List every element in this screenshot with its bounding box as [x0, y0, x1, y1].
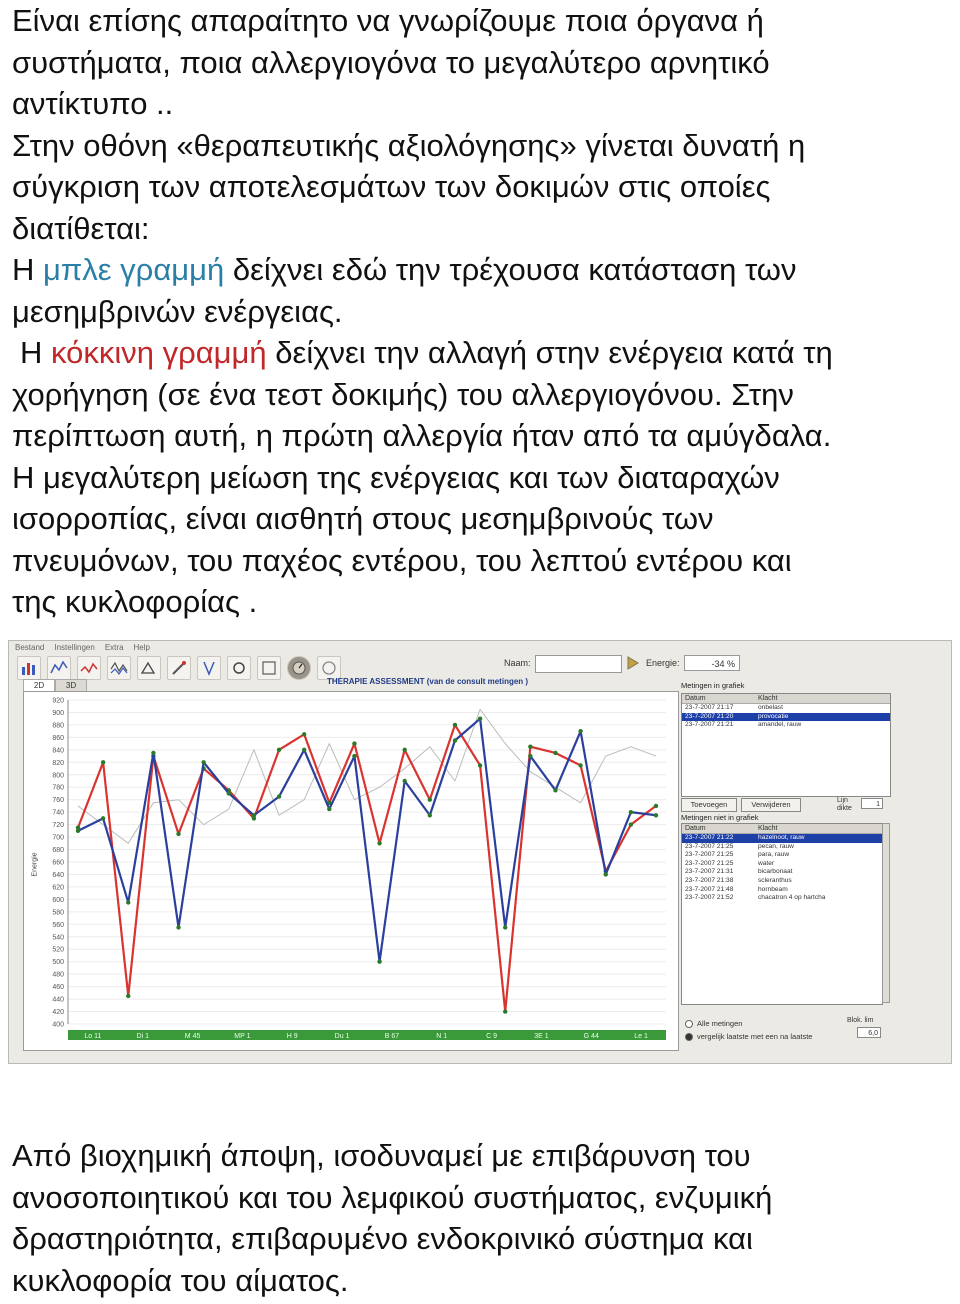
tool-icon[interactable] [227, 656, 251, 680]
radio-label: vergelijk laatste met een na laatste [697, 1032, 813, 1041]
y-tick-label: 780 [52, 784, 64, 792]
data-point [604, 872, 608, 876]
y-tick-label: 720 [52, 822, 64, 830]
data-point [352, 741, 356, 745]
data-point [252, 813, 256, 817]
table-row[interactable] [682, 834, 882, 843]
text-line: Από βιοχημική άποψη, ισοδυναμεί με επιβάρυνση του [12, 1138, 751, 1173]
data-point [553, 788, 557, 792]
red-line-term: κόκκινη γραμμή [51, 335, 267, 370]
radio-selected-icon [685, 1033, 693, 1041]
table-row[interactable] [682, 851, 882, 860]
category-label: G 44 [583, 1033, 599, 1040]
data-point [176, 832, 180, 836]
text-line: συστήματα, ποια αλλεργιογόνα το μεγαλύτερο αρνητικό [12, 44, 770, 80]
y-tick-label: 920 [52, 697, 64, 705]
analysis-icon[interactable] [137, 656, 161, 680]
category-label: B 67 [384, 1033, 400, 1040]
category-band [68, 1030, 666, 1040]
dial-icon[interactable] [287, 656, 311, 680]
text-line: Η μεγαλύτερη μείωση της ενέργειας και των διαταραχών [12, 459, 780, 495]
cell: chacatron 4 op hartcha [758, 894, 826, 902]
data-point [503, 1009, 507, 1013]
data-point [453, 723, 457, 727]
y-tick-label: 820 [52, 759, 64, 767]
data-point [302, 732, 306, 736]
text-line: αντίκτυπο .. [12, 86, 174, 121]
blok-input[interactable]: 6,0 [857, 1027, 881, 1038]
data-point [227, 791, 231, 795]
naam-label: Naam: [504, 658, 531, 668]
data-point [528, 745, 532, 749]
col-header: Datum [685, 695, 706, 702]
cell: water [758, 859, 775, 867]
cell: 23-7-2007 21:20 [685, 712, 734, 720]
cell: 23-7-2007 21:38 [685, 876, 734, 884]
energie-value: -34 % [684, 655, 740, 671]
text-line: Είναι επίσης απαραίτητο να γνωρίζουμε ποια όργανα ή [12, 3, 764, 38]
niet-title: Metingen niet in grafiek [681, 813, 759, 822]
y-tick-label: 800 [52, 772, 64, 780]
data-point [402, 779, 406, 783]
data-point [126, 994, 130, 998]
col-header: Datum [685, 825, 706, 832]
cell: 23-7-2007 21:25 [685, 842, 734, 850]
text-line-red [12, 332, 952, 374]
radio-vergelijk[interactable] [685, 1032, 812, 1041]
blue-line-term: μπλε γραμμή [43, 252, 225, 287]
data-point [553, 751, 557, 755]
y-tick-label: 580 [52, 909, 64, 917]
text-line: κυκλοφορία του αίματος. [12, 1262, 349, 1298]
data-point [327, 807, 331, 811]
data-point [101, 760, 105, 764]
table-header [682, 824, 882, 834]
lijn-dikte-label: Lijn dikte [837, 797, 852, 812]
data-point [101, 816, 105, 820]
cell: 23-7-2007 21:25 [685, 851, 734, 859]
data-point [578, 763, 582, 767]
data-point [629, 822, 633, 826]
cell: pecan, rauw [758, 842, 794, 850]
cell: 23-7-2007 21:17 [685, 704, 734, 711]
menu-item[interactable]: Extra [104, 643, 124, 652]
data-point [277, 794, 281, 798]
text-line: σύγκριση των αποτελεσμάτων των δοκιμών στις οποίες [12, 169, 771, 204]
energy-chart-svg [24, 692, 678, 1050]
data-point [402, 748, 406, 752]
toevoegen-button[interactable]: Toevoegen [681, 798, 737, 812]
series-line [78, 709, 656, 843]
y-tick-label: 640 [52, 871, 64, 879]
series-line [78, 725, 656, 1012]
niet-table [681, 823, 883, 1005]
table-row[interactable] [682, 868, 882, 877]
settings-icon[interactable] [257, 656, 281, 680]
toolbar [17, 654, 341, 682]
category-label: H 9 [286, 1033, 298, 1040]
y-tick-label: 540 [52, 934, 64, 942]
table-row[interactable] [682, 713, 890, 722]
cell: provocatie [758, 712, 789, 720]
data-point [352, 754, 356, 758]
y-axis-label: Energie [31, 852, 39, 877]
data-point [503, 925, 507, 929]
test-icon[interactable] [197, 656, 221, 680]
y-tick-label: 680 [52, 847, 64, 855]
data-point [654, 804, 658, 808]
data-point [76, 829, 80, 833]
data-point [654, 813, 658, 817]
data-point [377, 959, 381, 963]
text-line: της κυκλοφορίας . [12, 584, 258, 619]
data-point [453, 738, 457, 742]
category-label: MP 1 [234, 1033, 251, 1040]
y-tick-label: 900 [52, 709, 64, 717]
bar-chart-icon[interactable] [17, 656, 41, 680]
y-tick-label: 480 [52, 971, 64, 979]
y-tick-label: 600 [52, 896, 64, 904]
cell: 23-7-2007 21:21 [685, 721, 734, 729]
cell: bicarbonaat [758, 868, 793, 876]
energy-chart [23, 691, 679, 1051]
cell: hornbeam [758, 885, 788, 893]
data-point [428, 797, 432, 801]
graph-icon[interactable] [77, 656, 101, 680]
category-label: C 9 [486, 1033, 498, 1040]
text-line: μεσημβρινών ενέργειας. [12, 293, 343, 329]
col-header: Klacht [758, 825, 778, 832]
text-line: διατίθεται: [12, 210, 150, 246]
text-line: χορήγηση (σε ένα τεστ δοκιμής) του αλλεργιογόνου. Στην [12, 376, 794, 412]
radio-label: Alle metingen [697, 1019, 743, 1028]
menu-item[interactable]: Help [133, 643, 150, 652]
y-tick-label: 560 [52, 921, 64, 929]
y-tick-label: 520 [52, 946, 64, 954]
y-tick-label: 760 [52, 797, 64, 805]
chart-title: THERAPIE ASSESSMENT (van de consult metingen ) [327, 677, 529, 686]
category-label: Du 1 [334, 1033, 350, 1040]
text-line: Στην οθόνη «θεραπευτικής αξιολόγησης» γίνεται δυνατή η [12, 127, 806, 163]
menu-item[interactable]: Instellingen [54, 643, 95, 652]
compare-graph-icon[interactable] [107, 656, 131, 680]
data-point [578, 729, 582, 733]
wand-icon[interactable] [167, 656, 191, 680]
data-point [377, 841, 381, 845]
data-point [528, 754, 532, 758]
cell: hazelnoot, rauw [758, 834, 805, 841]
table-row[interactable] [682, 860, 882, 869]
verwijderen-button[interactable]: Verwijderen [741, 798, 801, 812]
data-point [277, 748, 281, 752]
category-label: N 1 [436, 1033, 448, 1040]
data-point [176, 925, 180, 929]
menu-item[interactable]: Bestand [15, 643, 45, 652]
tab-2d[interactable]: 2D [23, 679, 55, 693]
category-label: Di 1 [136, 1033, 149, 1040]
category-label: Le 1 [634, 1033, 648, 1040]
category-label: 3E 1 [534, 1033, 549, 1040]
lijn-dikte-input[interactable]: 1 [861, 798, 883, 809]
cell: amandel, rauw [758, 721, 802, 729]
table-row[interactable] [682, 843, 882, 852]
y-tick-label: 400 [52, 1021, 64, 1029]
y-tick-label: 700 [52, 834, 64, 842]
naam-input[interactable] [535, 655, 622, 673]
y-tick-label: 880 [52, 722, 64, 730]
metingen-table [681, 693, 891, 797]
therapy-assessment-screenshot [8, 640, 952, 1064]
data-point [151, 751, 155, 755]
y-tick-label: 620 [52, 884, 64, 892]
y-tick-label: 440 [52, 996, 64, 1004]
data-point [478, 763, 482, 767]
cell: para, rauw [758, 851, 790, 859]
y-tick-label: 840 [52, 747, 64, 755]
table-row[interactable] [682, 886, 882, 895]
text-span: Η [20, 335, 51, 370]
paragraph-intro [12, 0, 952, 623]
radio-alle-metingen[interactable] [685, 1019, 742, 1028]
data-point [478, 716, 482, 720]
category-label: M 45 [184, 1033, 201, 1040]
radio-icon [685, 1020, 693, 1028]
scrollbar[interactable] [882, 823, 890, 1003]
cell: scleranthus [758, 876, 792, 884]
col-header: Klacht [758, 695, 778, 702]
table-row[interactable] [682, 704, 890, 713]
data-point [201, 760, 205, 764]
cell: 23-7-2007 21:22 [685, 834, 734, 841]
y-tick-label: 860 [52, 734, 64, 742]
arrow-icon[interactable] [626, 655, 640, 671]
cell: 23-7-2007 21:48 [685, 885, 734, 893]
cell: 23-7-2007 21:52 [685, 894, 734, 902]
text-line: πνευμόνων, του παχέος εντέρου, του λεπτού εντέρου και [12, 542, 792, 578]
metingen-title: Metingen in grafiek [681, 681, 745, 690]
text-line: ανοσοποιητικού και του λεμφικού συστήματος, ενζυμική [12, 1179, 773, 1215]
tab-3d[interactable]: 3D [55, 679, 87, 693]
table-row[interactable] [682, 877, 882, 886]
text-span: δείχνει εδώ την τρέχουσα κατάσταση των [224, 252, 797, 287]
text-line: δραστηριότητα, επιβαρυμένο ενδοκρινικό σύστημα και [12, 1221, 753, 1256]
category-label: Lo 11 [84, 1033, 102, 1040]
table-row[interactable] [682, 894, 882, 903]
y-tick-label: 660 [52, 859, 64, 867]
data-point [302, 748, 306, 752]
table-header [682, 694, 890, 704]
y-tick-label: 460 [52, 984, 64, 992]
cell: onbelast [758, 704, 783, 711]
text-line: ισορροπίας, είναι αισθητή στους μεσημβρινούς των [12, 501, 714, 536]
y-tick-label: 500 [52, 959, 64, 967]
text-line: περίπτωση αυτή, η πρώτη αλλεργία ήταν από τα αμύγδαλα. [12, 418, 832, 453]
text-span: δείχνει την αλλαγή στην ενέργεια κατά τη [266, 335, 833, 370]
line-chart-icon[interactable] [47, 656, 71, 680]
text-line-blue [12, 249, 952, 291]
y-tick-label: 420 [52, 1009, 64, 1017]
energie-label: Energie: [646, 658, 680, 668]
cell: 23-7-2007 21:25 [685, 859, 734, 867]
blok-label: Blok. lim [847, 1017, 874, 1024]
y-tick-label: 740 [52, 809, 64, 817]
data-point [629, 810, 633, 814]
paragraph-biochemical [12, 1135, 952, 1301]
table-row[interactable] [682, 721, 890, 730]
data-point [126, 900, 130, 904]
data-point [428, 813, 432, 817]
text-span: Η [12, 252, 43, 287]
series-line [78, 719, 656, 962]
cell: 23-7-2007 21:31 [685, 868, 734, 876]
